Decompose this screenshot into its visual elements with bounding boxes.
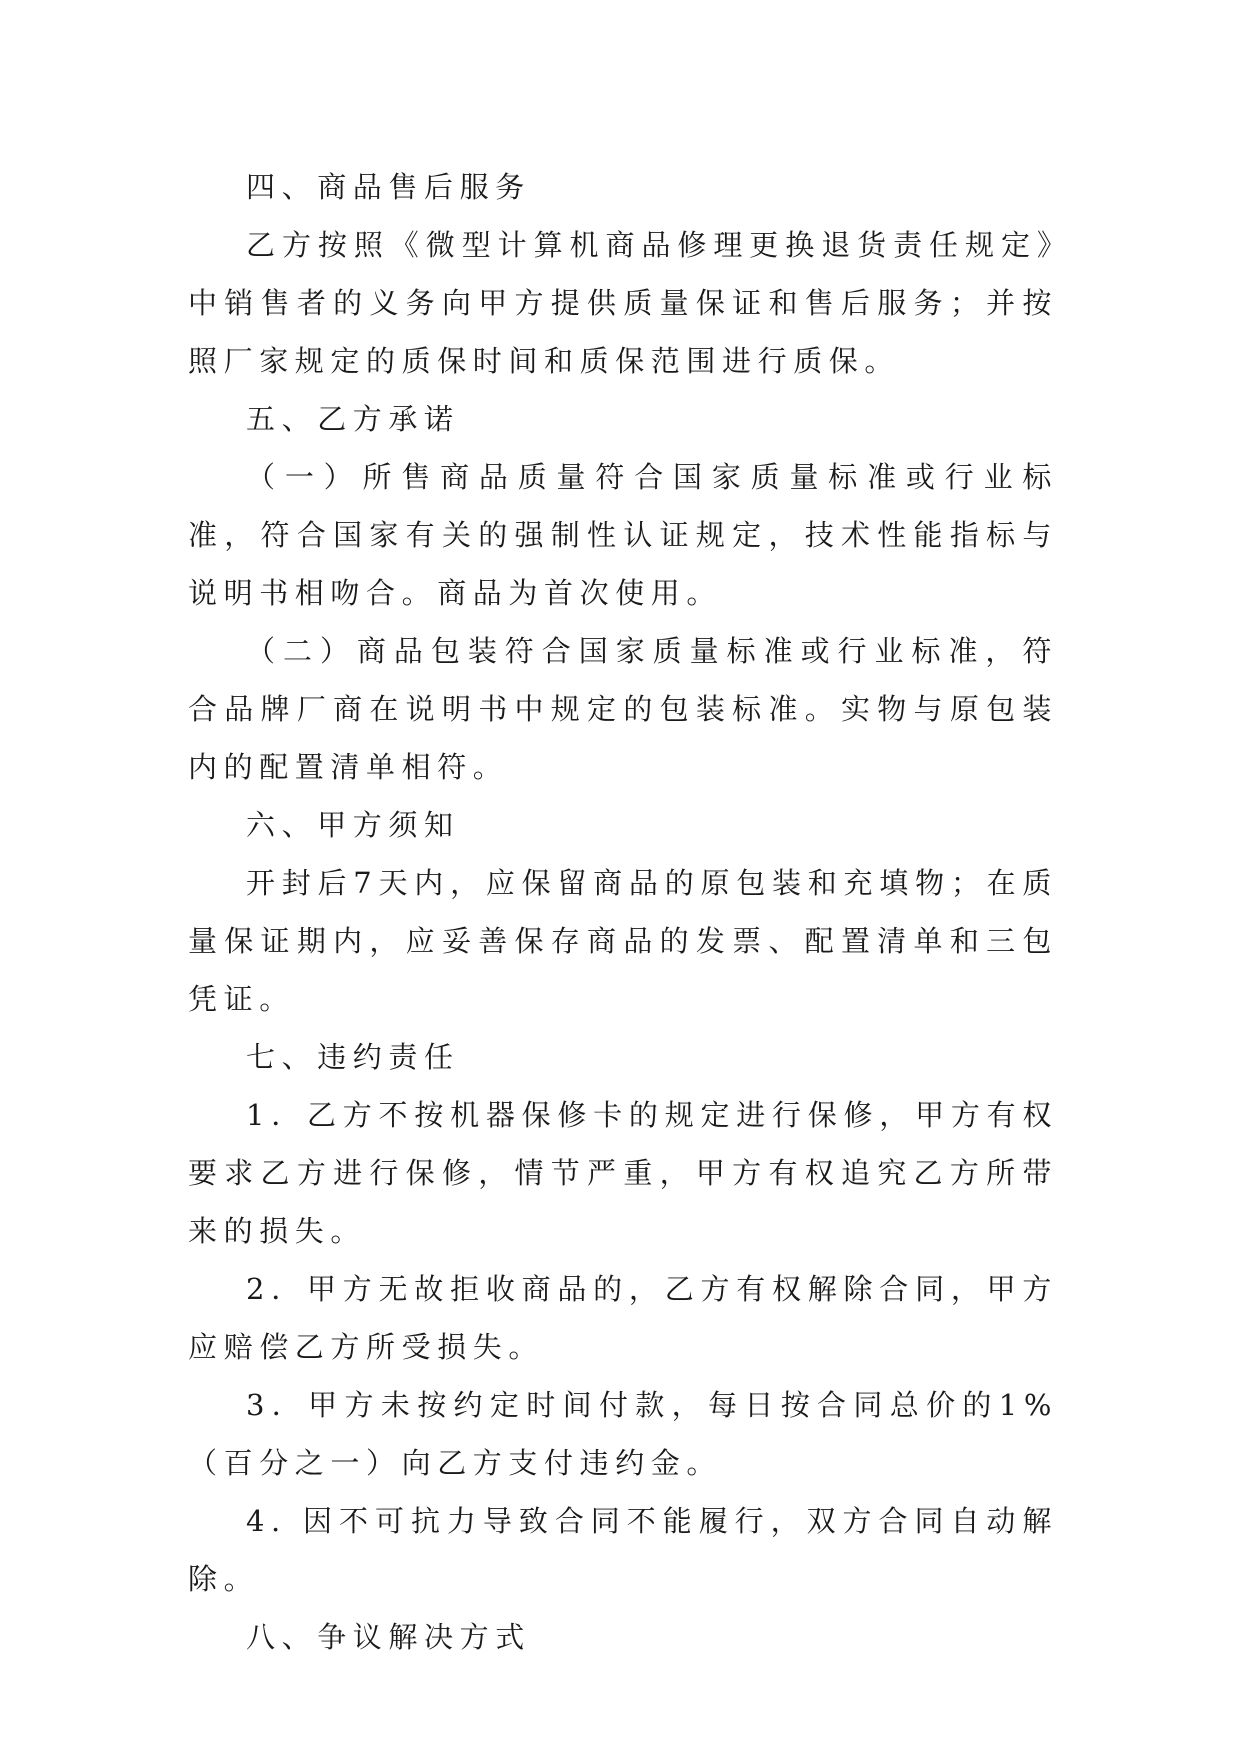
paragraph-commitment-1: （一）所售商品质量符合国家质量标准或行业标准，符合国家有关的强制性认证规定，技术性能指标与说明书相吻合。商品为首次使用。 xyxy=(188,460,1058,610)
document-page xyxy=(188,158,1058,1666)
paragraph-notice: 开封后7天内，应保留商品的原包装和充填物；在质量保证期内，应妥善保存商品的发票、配置清单和三包凭证。 xyxy=(188,866,1058,1016)
section-heading-commitment: 五、乙方承诺 xyxy=(246,402,460,436)
section-heading-liability: 七、违约责任 xyxy=(246,1040,460,1074)
paragraph-liability-2: 2．甲方无故拒收商品的，乙方有权解除合同，甲方应赔偿乙方所受损失。 xyxy=(188,1272,1058,1364)
section-heading-dispute: 八、争议解决方式 xyxy=(246,1620,531,1654)
paragraph-after-sales: 乙方按照《微型计算机商品修理更换退货责任规定》中销售者的义务向甲方提供质量保证和售后服务；并按照厂家规定的质保时间和质保范围进行质保。 xyxy=(188,228,1058,378)
paragraph-liability-4: 4. 因不可抗力导致合同不能履行，双方合同自动解除。 xyxy=(188,1504,1058,1596)
paragraph-liability-3: 3．甲方未按约定时间付款，每日按合同总价的1%（百分之一）向乙方支付违约金。 xyxy=(188,1388,1058,1480)
paragraph-commitment-2: （二）商品包装符合国家质量标准或行业标准，符合品牌厂商在说明书中规定的包装标准。实物与原包装内的配置清单相符。 xyxy=(188,634,1058,784)
section-heading-notice: 六、甲方须知 xyxy=(246,808,460,842)
paragraph-liability-1: 1．乙方不按机器保修卡的规定进行保修，甲方有权要求乙方进行保修，情节严重，甲方有权追究乙方所带来的损失。 xyxy=(188,1098,1058,1248)
section-heading-after-sales: 四、商品售后服务 xyxy=(246,170,531,204)
